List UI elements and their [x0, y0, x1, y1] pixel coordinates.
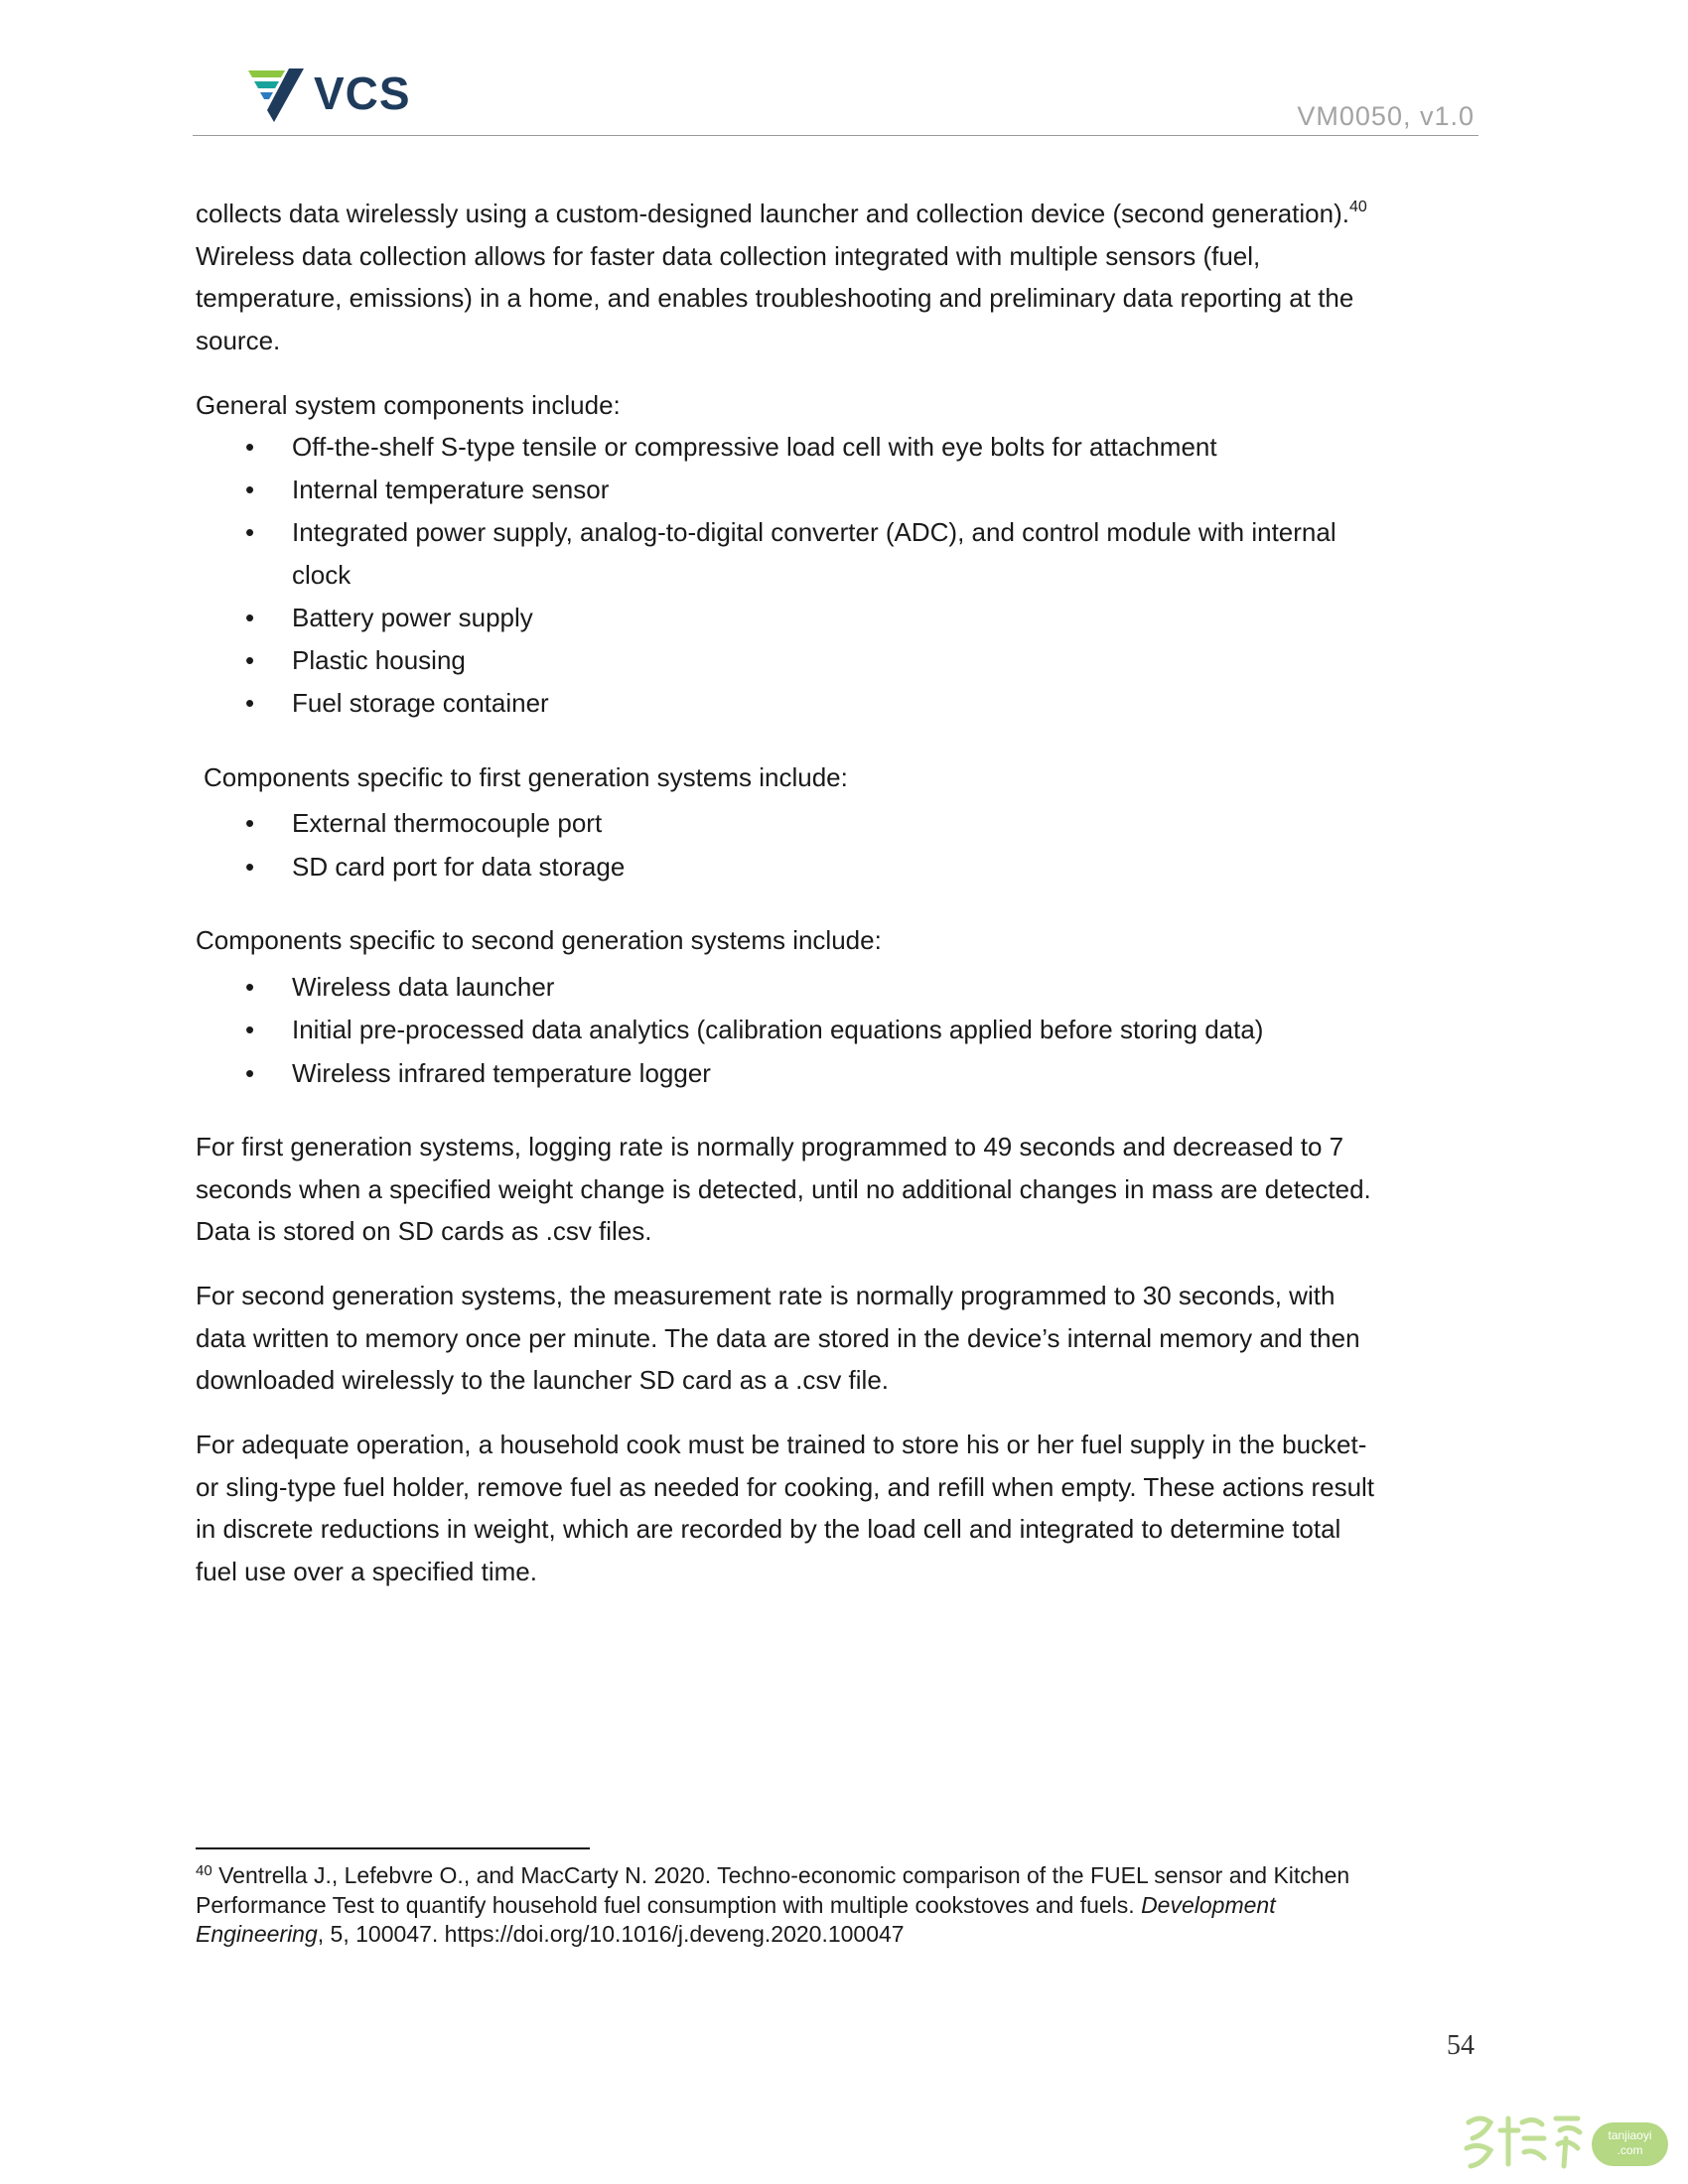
watermark-mark	[1461, 2109, 1585, 2172]
footnote-reference: 40	[1348, 199, 1367, 215]
bullet-icon: •	[245, 1057, 255, 1088]
text-line: For adequate operation, a household cook must be trained to store his or her fuel supply in the bucket-	[196, 1430, 1367, 1459]
header-divider	[193, 135, 1478, 136]
bullet-icon: •	[245, 431, 255, 462]
footnote	[196, 1861, 1349, 1950]
footnote-number: 40	[196, 1862, 212, 1879]
list-item-text: Fuel storage container	[292, 687, 549, 718]
vcs-logo-text: VCS	[314, 68, 411, 119]
list-item-text: External thermocouple port	[292, 808, 603, 838]
footnote-line	[196, 1861, 1349, 1891]
list-item-text: Wireless data launcher	[292, 971, 555, 1002]
footnote-divider	[196, 1847, 590, 1849]
list-item	[196, 469, 1336, 511]
list-item-text: Internal temperature sensor	[292, 474, 610, 504]
bullet-icon: •	[245, 602, 255, 632]
document-id: VM0050, v1.0	[1297, 101, 1475, 131]
list-item	[196, 597, 1336, 639]
text-line: For second generation systems, the measurement rate is normally programmed to 30 seconds, with	[196, 1281, 1336, 1310]
footnote-text: Ventrella J., Lefebvre O., and MacCarty N. 2020. Techno-economic comparison of the FUEL sensor and Kitchen	[211, 1862, 1350, 1888]
list-item-text: Plastic housing	[292, 644, 466, 675]
bullet-icon: •	[245, 687, 255, 718]
list-item-text: clock	[292, 559, 352, 590]
bullet-icon: •	[245, 516, 255, 547]
list-item-text: Wireless infrared temperature logger	[292, 1057, 711, 1088]
text-line: fuel use over a specified time.	[196, 1556, 537, 1586]
list-item	[196, 1052, 1263, 1096]
text-line: For first generation systems, logging rate is normally programmed to 49 seconds and decreased to 7	[196, 1132, 1344, 1161]
paragraph-wireless-collection	[196, 193, 1367, 361]
text-line-content: collects data wirelessly using a custom-designed launcher and collection device (second generation).	[196, 199, 1349, 228]
watermark-site: tanjiaoyi	[1608, 2128, 1652, 2142]
list-item	[196, 845, 625, 888]
bullet-icon: •	[245, 971, 255, 1002]
watermark-tld: .com	[1617, 2143, 1643, 2157]
text-line: in discrete reductions in weight, which are recorded by the load cell and integrated to determine total	[196, 1514, 1341, 1544]
text-line: data written to memory once per minute. The data are stored in the device’s internal memory and then	[196, 1322, 1360, 1353]
list-item	[196, 966, 1263, 1010]
text-line: Data is stored on SD cards as .csv files.	[196, 1216, 652, 1246]
text-line: seconds when a specified weight change is detected, until no additional changes in mass are detected.	[196, 1173, 1371, 1204]
journal-title: Engineering	[196, 1921, 318, 1947]
list-item-text: Off-the-shelf S-type tensile or compressive load cell with eye bolts for attachment	[292, 431, 1217, 462]
footnote-line	[196, 1891, 1349, 1921]
bullet-icon: •	[245, 1015, 255, 1044]
paragraph-first-generation-logging	[196, 1126, 1371, 1253]
bullet-icon: •	[245, 644, 255, 675]
list-item-text: Battery power supply	[292, 602, 533, 632]
footnote-line	[196, 1920, 1349, 1950]
list-item	[196, 639, 1336, 682]
page-number: 54	[1447, 2030, 1475, 2061]
footnote-text: Performance Test to quantify household fuel consumption with multiple cookstoves and fuels.	[196, 1891, 1142, 1918]
bullet-icon: •	[245, 808, 255, 838]
paragraph-adequate-operation	[196, 1424, 1374, 1592]
general-components-list	[196, 426, 1336, 725]
text-line: temperature, emissions) in a home, and enables troubleshooting and preliminary data reporting at the	[196, 283, 1354, 313]
list-item	[196, 801, 625, 845]
list-item-text: Initial pre-processed data analytics (calibration equations applied before storing data)	[292, 1015, 1264, 1044]
list-intro-first-generation	[204, 756, 848, 799]
second-generation-components-list	[196, 966, 1263, 1096]
text-line: or sling-type fuel holder, remove fuel as needed for cooking, and refill when empty. These actions result	[196, 1471, 1375, 1502]
list-intro: Components specific to first generation systems include:	[204, 761, 848, 792]
list-item	[196, 426, 1336, 469]
text-line: Wireless data collection allows for faster data collection integrated with multiple sensors (fuel,	[196, 240, 1261, 271]
first-generation-components-list	[196, 801, 625, 888]
bullet-icon: •	[245, 474, 255, 504]
bullet-icon: •	[245, 852, 255, 882]
list-intro: General system components include:	[196, 390, 621, 420]
vcs-logo-mark	[248, 68, 304, 122]
list-item-text: Integrated power supply, analog-to-digital converter (ADC), and control module with internal	[292, 516, 1336, 547]
text-line: source.	[196, 325, 281, 355]
list-item	[196, 511, 1336, 597]
watermark-badge	[1592, 2122, 1668, 2166]
list-item-text: SD card port for data storage	[292, 852, 626, 882]
paragraph-second-generation-measurement	[196, 1275, 1360, 1402]
list-intro-second-generation	[196, 919, 882, 962]
text-line	[196, 193, 1367, 235]
footnote-citation-doi: , 5, 100047. https://doi.org/10.1016/j.deveng.2020.100047	[317, 1921, 905, 1947]
list-intro: Components specific to second generation systems include:	[196, 924, 882, 955]
list-intro-general	[196, 384, 621, 427]
text-line: downloaded wirelessly to the launcher SD card as a .csv file.	[196, 1365, 890, 1395]
list-item	[196, 682, 1336, 725]
journal-title: Development	[1141, 1891, 1276, 1918]
list-item	[196, 1009, 1263, 1052]
